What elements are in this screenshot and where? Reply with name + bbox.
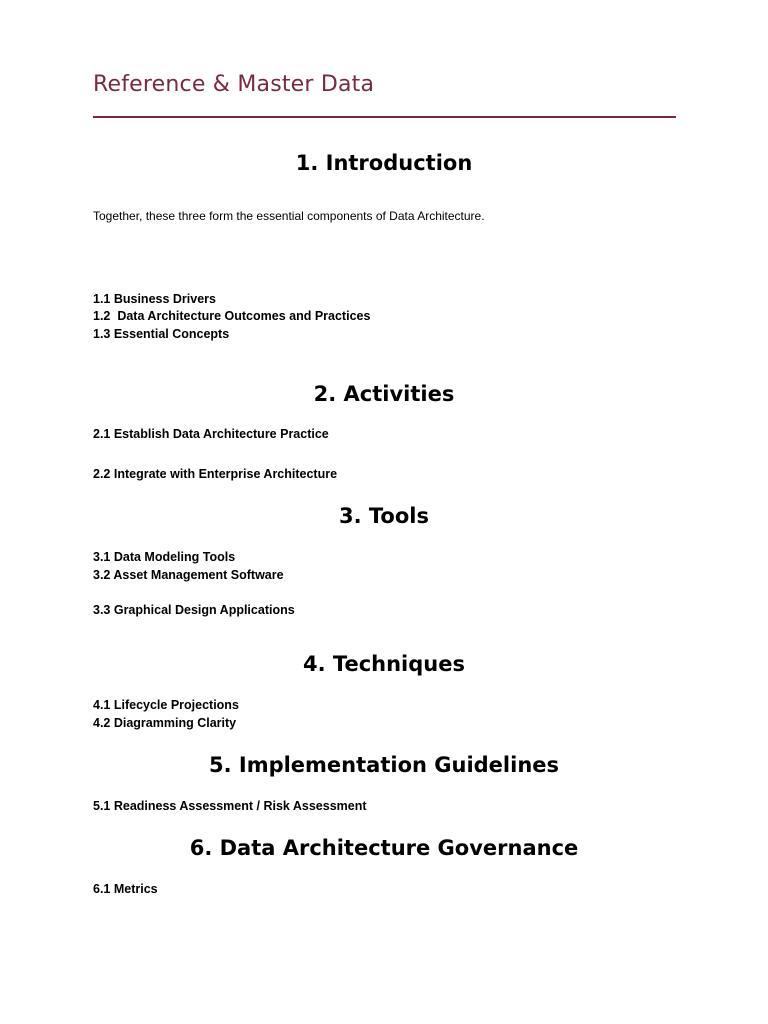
list-item: 4.2 Diagramming Clarity [93, 716, 237, 730]
section-heading-activities: 2. Activities [313, 382, 455, 406]
document-header-title: Reference & Master Data [93, 72, 375, 97]
header-divider [93, 116, 676, 118]
list-item: 3.2 Asset Management Software [93, 568, 284, 582]
list-item: 3.1 Data Modeling Tools [93, 550, 236, 564]
introduction-paragraph: Together, these three form the essential components of Data Architecture. [93, 209, 485, 223]
list-item: 1.2 Data Architecture Outcomes and Practices [93, 309, 371, 323]
list-item: 3.3 Graphical Design Applications [93, 603, 295, 617]
list-item: 2.1 Establish Data Architecture Practice [93, 427, 329, 441]
list-item: 2.2 Integrate with Enterprise Architecture [93, 467, 338, 481]
section-heading-techniques: 4. Techniques [303, 652, 465, 676]
list-item: 5.1 Readiness Assessment / Risk Assessment [93, 799, 367, 813]
section-heading-introduction: 1. Introduction [295, 151, 473, 175]
list-item: 1.3 Essential Concepts [93, 327, 230, 341]
section-heading-data-architecture-governance: 6. Data Architecture Governance [189, 836, 579, 860]
section-heading-implementation-guidelines: 5. Implementation Guidelines [208, 753, 560, 777]
list-item: 6.1 Metrics [93, 882, 158, 896]
list-item: 1.1 Business Drivers [93, 292, 216, 306]
list-item: 4.1 Lifecycle Projections [93, 698, 239, 712]
section-heading-tools: 3. Tools [339, 504, 429, 528]
